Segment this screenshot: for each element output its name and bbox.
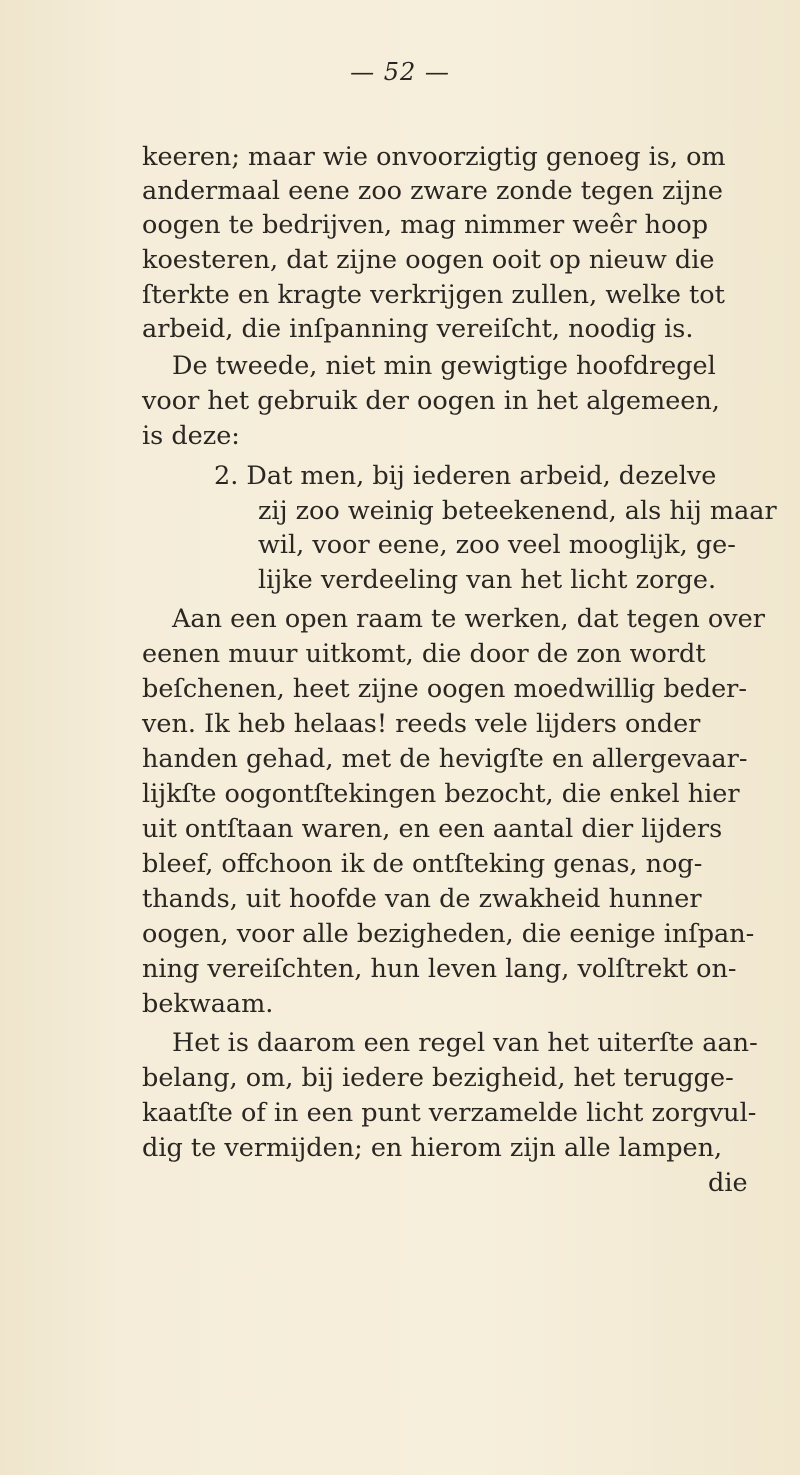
text-line: dig te vermijden; en hierom zijn alle lampen,	[142, 1133, 723, 1163]
text-line: ning vereiſchten, hun leven lang, volſtrekt on-	[142, 954, 737, 984]
text-line: uit ontſtaan waren, en een aantal dier lijders	[142, 814, 723, 844]
page-number: — 52 —	[350, 58, 450, 86]
catchword: die	[708, 1168, 748, 1198]
text-line: bleef, offchoon ik de ontſteking genas, nog-	[142, 849, 703, 879]
text-line: handen gehad, met de hevigſte en allergevaar-	[142, 744, 748, 774]
text-line: voor het gebruik der oogen in het algemeen,	[142, 386, 720, 416]
text-line: lijke verdeeling van het licht zorge.	[258, 565, 717, 595]
text-line: ven. Ik heb helaas! reeds vele lijders onder	[142, 709, 701, 739]
text-line: zij zoo weinig beteekenend, als hij maar	[258, 496, 777, 526]
text-line: eenen muur uitkomt, die door de zon wordt	[142, 639, 706, 669]
text-line: keeren; maar wie onvoorzigtig genoeg is, om	[142, 142, 726, 172]
text-line: bekwaam.	[142, 989, 274, 1019]
text-line: Aan een open raam te werken, dat tegen over	[172, 604, 765, 634]
text-line: oogen, voor alle bezigheden, die eenige inſpan-	[142, 919, 755, 949]
text-line: Het is daarom een regel van het uiterſte aan-	[172, 1028, 758, 1058]
text-line: kaatſte of in een punt verzamelde licht zorgvul-	[142, 1098, 757, 1128]
text-line: belang, om, bij iedere bezigheid, het terugge-	[142, 1063, 734, 1093]
text-line: lijkſte oogontſtekingen bezocht, die enkel hier	[142, 779, 740, 809]
text-line: ſterkte en kragte verkrijgen zullen, welke tot	[142, 280, 725, 310]
text-line: beſchenen, heet zijne oogen moedwillig beder-	[142, 674, 747, 704]
text-line: oogen te bedrijven, mag nimmer weêr hoop	[142, 210, 709, 240]
text-line: arbeid, die inſpanning vereiſcht, noodig is.	[142, 314, 694, 344]
text-line: thands, uit hoofde van de zwakheid hunner	[142, 884, 702, 914]
text-line: De tweede, niet min gewigtige hoofdregel	[172, 351, 716, 381]
text-line: andermaal eene zoo zware zonde tegen zijne	[142, 176, 723, 206]
text-line: 2. Dat men, bij iederen arbeid, dezelve	[214, 461, 717, 491]
text-line: koesteren, dat zijne oogen ooit op nieuw die	[142, 245, 715, 275]
text-line: wil, voor eene, zoo veel mooglijk, ge-	[258, 530, 736, 560]
text-line: is deze:	[142, 421, 240, 451]
